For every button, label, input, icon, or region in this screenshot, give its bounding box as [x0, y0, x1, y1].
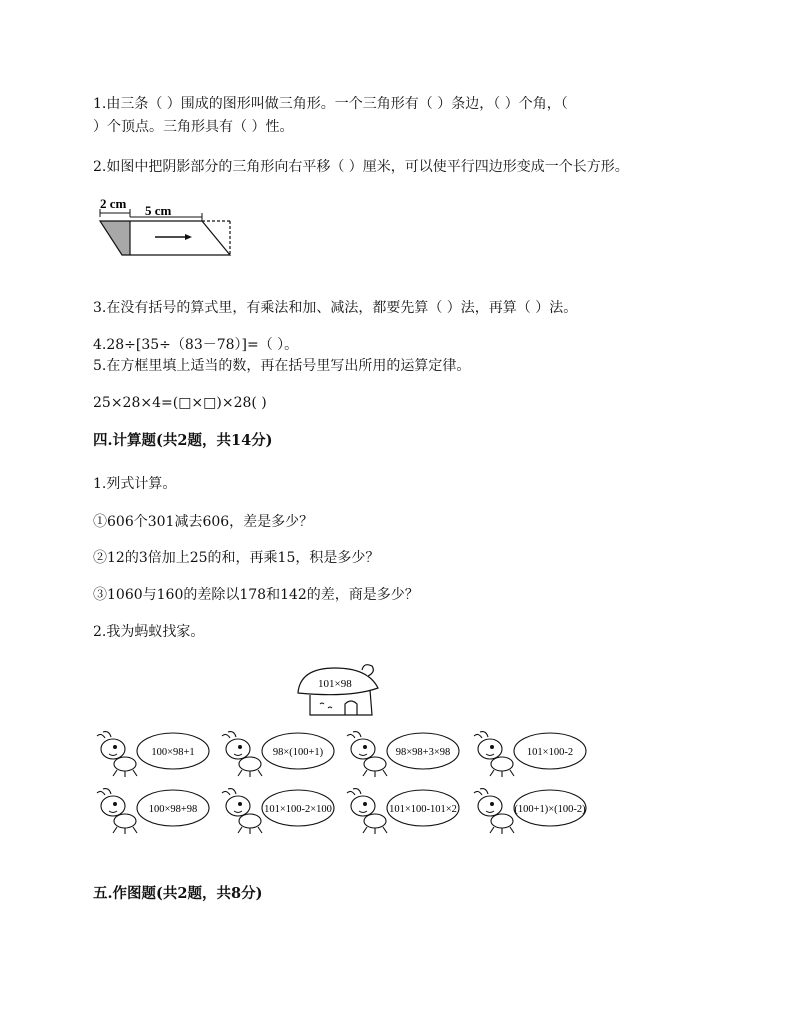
calc-2-title: 2.我为蚂蚁找家。 [93, 624, 205, 640]
door [345, 701, 357, 715]
ant-expression: 100×98+1 [151, 747, 195, 758]
section-4-title: 四.计算题(共2题，共14分) [93, 432, 273, 449]
ant-row2-1 [95, 787, 215, 835]
ant-row1-4 [472, 730, 592, 778]
question-1-line-1: 1.由三条（ ）围成的图形叫做三角形。一个三角形有（ ）条边，（ ）个角，（ [93, 96, 568, 112]
question-5-expression: 25×28×4=(□×□)×28( ) [93, 395, 267, 411]
arrow-head [185, 234, 192, 240]
ant-expression: 98×(100+1) [272, 747, 324, 758]
ant-row2-4 [472, 787, 592, 835]
question-4-text: 4.28÷[35÷（83－78）]=（ ）。 [93, 337, 299, 353]
label-5cm: 5 cm [145, 203, 172, 218]
mushroom-house [290, 660, 390, 720]
ant-row2-3 [345, 787, 465, 835]
ant-expression: 100×98+98 [148, 804, 198, 815]
question-2-text: 2.如图中把阴影部分的三角形向右平移（ ）厘米，可以使平行四边形变成一个长方形。 [93, 159, 629, 175]
ant-row1-2 [220, 730, 340, 778]
ant-expression: (100+1)×(100-2) [514, 804, 586, 815]
label-2cm: 2 cm [100, 196, 127, 211]
question-3-text: 3.在没有括号的算式里，有乘法和加、减法，都要先算（ ）法，再算（ ）法。 [93, 300, 578, 316]
ant-expression: 101×100-2×100 [264, 804, 332, 815]
ant-expression: 98×98+3×98 [395, 747, 451, 758]
shaded-triangle [100, 221, 130, 255]
calc-1-title: 1.列式计算。 [93, 476, 177, 492]
calc-1-item-3: ③1060与160的差除以178和142的差，商是多少？ [93, 587, 419, 603]
ant-row1-1 [95, 730, 215, 778]
house-expression: 101×98 [318, 678, 352, 690]
section-5-title: 五.作图题(共2题，共8分) [93, 885, 263, 902]
calc-1-item-2: ②12的3倍加上25的和，再乘15，积是多少？ [93, 550, 380, 566]
ant-expression: 101×100-2 [526, 747, 574, 758]
parallelogram-figure [95, 195, 240, 260]
ant-expression: 101×100-101×2 [389, 804, 457, 815]
ant-row2-2 [220, 787, 340, 835]
question-1-line-2: ）个顶点。三角形具有（ ）性。 [93, 119, 294, 135]
question-5-text: 5.在方框里填上适当的数，再在括号里写出所用的运算定律。 [93, 358, 471, 374]
ant-row1-3 [345, 730, 465, 778]
calc-1-item-1: ①606个301减去606，差是多少？ [93, 514, 314, 530]
